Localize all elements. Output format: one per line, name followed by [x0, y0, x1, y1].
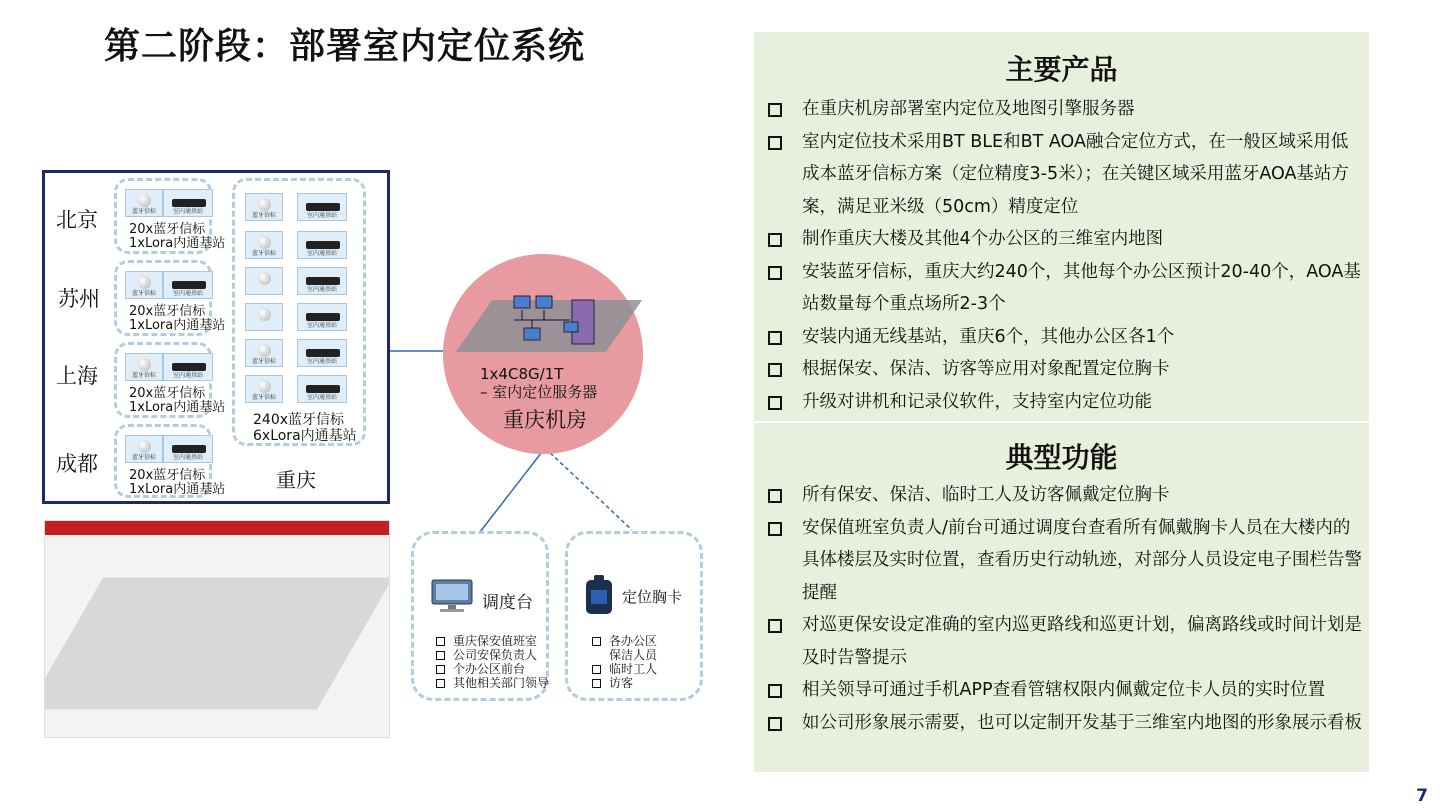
- checkbox-bullet-icon: [768, 266, 782, 280]
- list-item: 各办公区: [592, 634, 657, 648]
- functions-title: 典型功能: [1005, 441, 1118, 474]
- city-chengdu: 成都: [56, 452, 98, 476]
- site-beacon-count: 20x蓝牙信标: [129, 304, 206, 319]
- beacon-icon: 蓝牙信标: [125, 353, 163, 381]
- beacon-icon: 蓝牙信标: [245, 375, 283, 403]
- server-to-badge-line: [545, 448, 632, 530]
- list-item: 公司安保负责人: [436, 648, 549, 662]
- checkbox-bullet-icon: [768, 136, 782, 150]
- list-item: 所有保安、保洁、临时工人及访客佩戴定位胸卡: [766, 479, 1362, 512]
- beacon-icon: 蓝牙信标: [245, 339, 283, 367]
- list-item: 个办公区前台: [436, 662, 549, 676]
- site-station-count: 1xLora内通基站: [129, 236, 226, 251]
- monitor-icon: [430, 578, 474, 614]
- site-station-count: 1xLora内通基站: [129, 400, 226, 415]
- checkbox-bullet-icon: [768, 489, 782, 503]
- beacon-icon: 蓝牙信标: [125, 435, 163, 463]
- list-item: 制作重庆大楼及其他4个办公区的三维室内地图: [766, 223, 1362, 256]
- list-item: 其他相关部门领导: [436, 676, 549, 690]
- site-beacon-count: 20x蓝牙信标: [129, 386, 206, 401]
- list-item: 保洁人员: [609, 648, 658, 662]
- checkbox-bullet-icon: [768, 331, 782, 345]
- city-beijing: 北京: [56, 208, 98, 232]
- base-station-icon: 室内通基站: [163, 353, 213, 381]
- slide-title: 第二阶段：部署室内定位系统: [104, 26, 586, 67]
- checkbox-bullet-icon: [768, 233, 782, 247]
- 3d-floor-map: [44, 578, 390, 710]
- chongqing-beacon-count: 240x蓝牙信标: [253, 412, 345, 428]
- base-station-icon: 室内通基站: [297, 303, 347, 331]
- base-station-icon: 室内通基站: [163, 435, 213, 463]
- list-item: 访客: [592, 676, 657, 690]
- site-beacon-count: 20x蓝牙信标: [129, 222, 206, 237]
- page-number: 7: [1416, 786, 1428, 806]
- network-computers-icon: [500, 290, 610, 350]
- list-item: 临时工人: [592, 662, 657, 676]
- server-room-label: 重庆机房: [503, 408, 587, 432]
- list-item: 根据保安、保洁、访客等应用对象配置定位胸卡: [766, 353, 1362, 386]
- dispatch-list: [436, 634, 549, 690]
- list-item: 安保值班室负责人/前台可通过调度台查看所有佩戴胸卡人员在大楼内的具体楼层及实时位置，查看历史行动轨迹，对部分人员设定电子围栏告警提醒: [766, 512, 1362, 610]
- list-item: 如公司形象展示需要，也可以定制开发基于三维室内地图的形象展示看板: [766, 707, 1362, 740]
- city-suzhou: 苏州: [58, 287, 100, 311]
- site-beacon-count: 20x蓝牙信标: [129, 468, 206, 483]
- checkbox-bullet-icon: [768, 717, 782, 731]
- base-station-icon: 室内通基站: [297, 267, 347, 295]
- server-spec: 1x4C8G/1T – 室内定位服务器: [480, 365, 598, 401]
- dispatch-title: 调度台: [482, 593, 533, 613]
- checkbox-bullet-icon: [768, 103, 782, 117]
- list-item: 对巡更保安设定准确的室内巡更路线和巡更计划，偏离路线或时间计划是及时告警提示: [766, 609, 1362, 674]
- functions-list: [766, 479, 1362, 739]
- badge-icon: [584, 574, 614, 616]
- checkbox-bullet-icon: [768, 363, 782, 377]
- checkbox-bullet-icon: [768, 619, 782, 633]
- badge-list: [592, 634, 657, 690]
- list-item: 重庆保安值班室: [436, 634, 549, 648]
- base-station-icon: 室内通基站: [163, 271, 213, 299]
- checkbox-bullet-icon: [768, 684, 782, 698]
- beacon-icon: 蓝牙信标: [125, 189, 163, 217]
- list-item: 相关领导可通过手机APP查看管辖权限内佩戴定位卡人员的实时位置: [766, 674, 1362, 707]
- products-list: [766, 93, 1362, 418]
- beacon-icon: 蓝牙信标: [245, 231, 283, 259]
- site-station-count: 1xLora内通基站: [129, 318, 226, 333]
- base-station-icon: 室内通基站: [297, 231, 347, 259]
- base-station-icon: 室内通基站: [297, 339, 347, 367]
- badge-box: [565, 531, 703, 701]
- products-title: 主要产品: [1005, 53, 1118, 86]
- base-station-icon: 室内通基站: [297, 375, 347, 403]
- dispatch-box: [411, 531, 549, 701]
- chongqing-label: 重庆: [276, 468, 316, 492]
- base-station-icon: 室内通基站: [163, 189, 213, 217]
- list-item: 安装蓝牙信标，重庆大约240个，其他每个办公区预计20-40个，AOA基站数量每个重点场所2-3个: [766, 256, 1362, 321]
- city-shanghai: 上海: [56, 364, 98, 388]
- list-item: 在重庆机房部署室内定位及地图引擎服务器: [766, 93, 1362, 126]
- map-screenshot: [44, 520, 390, 738]
- server-to-dispatch-line: [480, 448, 545, 532]
- checkbox-bullet-icon: [768, 396, 782, 410]
- chongqing-station-count: 6xLora内通基站: [253, 428, 357, 444]
- site-station-count: 1xLora内通基站: [129, 482, 226, 497]
- list-item: 升级对讲机和记录仪软件，支持室内定位功能: [766, 386, 1362, 419]
- badge-title: 定位胸卡: [622, 588, 683, 606]
- base-station-icon: 室内通基站: [297, 193, 347, 221]
- list-item: 安装内通无线基站，重庆6个，其他办公区各1个: [766, 321, 1362, 354]
- beacon-icon: 蓝牙信标: [125, 271, 163, 299]
- app-header-bar: [45, 521, 389, 535]
- panel-divider: [754, 421, 1369, 423]
- beacon-icon: 蓝牙信标: [245, 193, 283, 221]
- list-item: 室内定位技术采用BT BLE和BT AOA融合定位方式，在一般区域采用低成本蓝牙信标方案（定位精度3-5米）；在关键区域采用蓝牙AOA基站方案，满足亚米级（50cm）精度定位: [766, 126, 1362, 224]
- checkbox-bullet-icon: [768, 522, 782, 536]
